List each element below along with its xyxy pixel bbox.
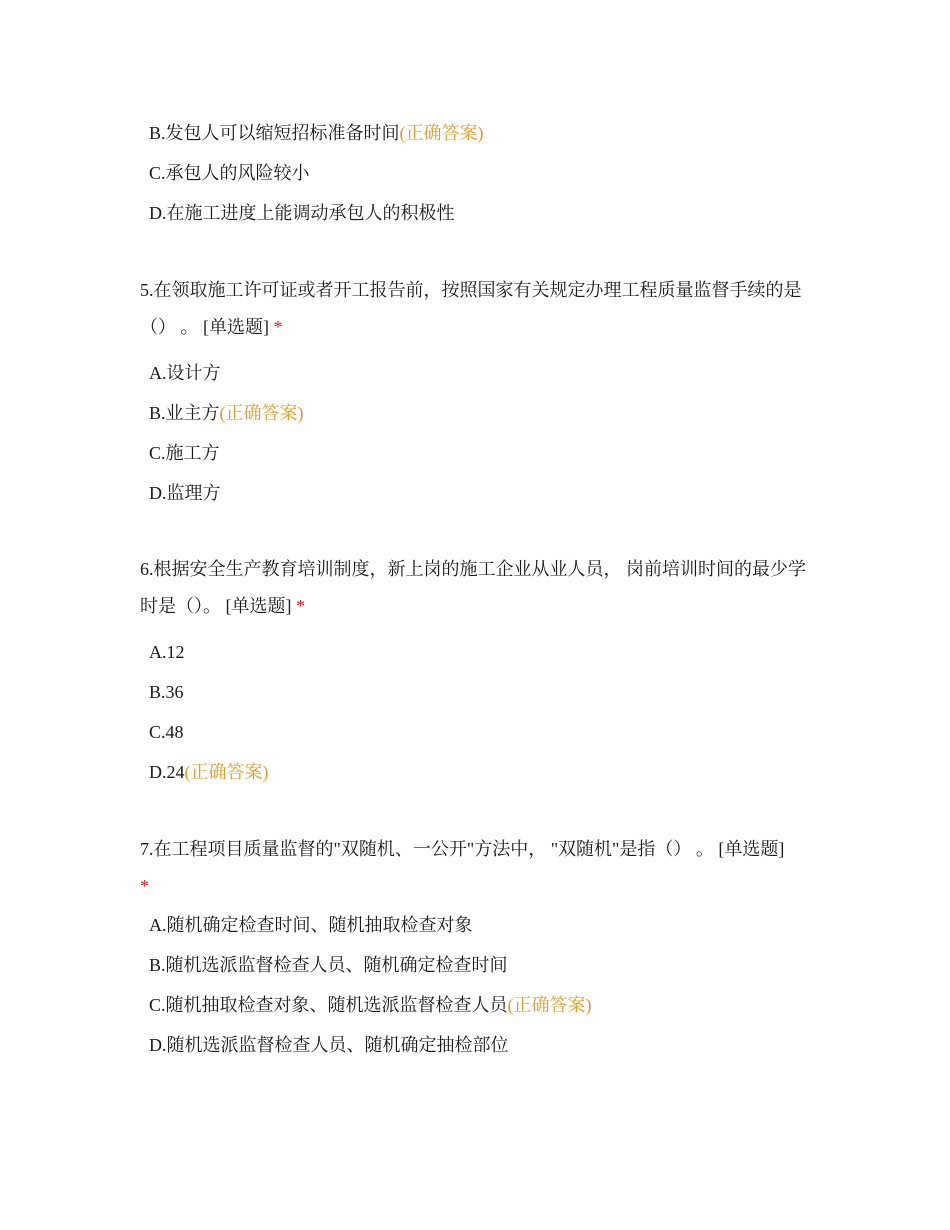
- question-5: [140, 272, 820, 346]
- option-text: D.监理方: [149, 483, 221, 503]
- required-mark: *: [296, 596, 305, 616]
- q5-option-a: [149, 361, 221, 385]
- q7-option-b: [149, 953, 508, 977]
- option-text: C.48: [149, 722, 184, 742]
- question-text: 5.在领取施工许可证或者开工报告前，按照国家有关规定办理工程质量监督手续的是（） 。: [140, 280, 802, 337]
- question-7: [140, 831, 820, 905]
- q5-option-d: [149, 481, 221, 505]
- question-type-tag: [单选题]: [718, 839, 785, 859]
- required-mark: *: [273, 317, 283, 337]
- option-text: D.在施工进度上能调动承包人的积极性: [149, 203, 455, 223]
- required-mark: *: [140, 876, 149, 896]
- correct-answer-tag: (正确答案): [219, 403, 304, 423]
- option-text: A.12: [149, 642, 185, 662]
- option-text: C.承包人的风险较小: [149, 163, 310, 183]
- q4-option-b: [149, 121, 484, 145]
- option-text: A.设计方: [149, 363, 221, 383]
- q6-option-d: [149, 760, 269, 784]
- q5-option-b: [149, 401, 304, 425]
- option-text: A.随机确定检查时间、随机抽取检查对象: [149, 915, 473, 935]
- question-text: 7.在工程项目质量监督的"双随机、一公开"方法中， "双随机"是指（） 。: [140, 839, 714, 859]
- question-type-tag: [单选题]: [203, 317, 269, 337]
- option-text: D.24: [149, 762, 185, 782]
- correct-answer-tag: (正确答案): [184, 762, 269, 782]
- option-text: C.随机抽取检查对象、随机选派监督检查人员: [149, 995, 508, 1015]
- correct-answer-tag: (正确答案): [507, 995, 592, 1015]
- q4-option-d: [149, 201, 455, 225]
- q6-option-b: [149, 680, 184, 704]
- question-6: [140, 551, 820, 625]
- option-text: B.发包人可以缩短招标准备时间: [149, 123, 400, 143]
- q6-option-a: [149, 640, 185, 664]
- q7-option-a: [149, 913, 473, 937]
- q5-option-c: [149, 441, 220, 465]
- q7-option-c: [149, 993, 592, 1017]
- option-text: B.业主方: [149, 403, 220, 423]
- option-text: B.36: [149, 682, 184, 702]
- q7-option-d: [149, 1033, 509, 1057]
- option-text: B.随机选派监督检查人员、随机确定检查时间: [149, 955, 508, 975]
- correct-answer-tag: (正确答案): [399, 123, 484, 143]
- q6-option-c: [149, 720, 184, 744]
- option-text: C.施工方: [149, 443, 220, 463]
- option-text: D.随机选派监督检查人员、随机确定抽检部位: [149, 1035, 509, 1055]
- question-text: 6.根据安全生产教育培训制度，新上岗的施工企业从业人员， 岗前培训时间的最少学时是（）。: [140, 559, 806, 616]
- question-type-tag: [单选题]: [225, 596, 292, 616]
- q4-option-c: [149, 161, 310, 185]
